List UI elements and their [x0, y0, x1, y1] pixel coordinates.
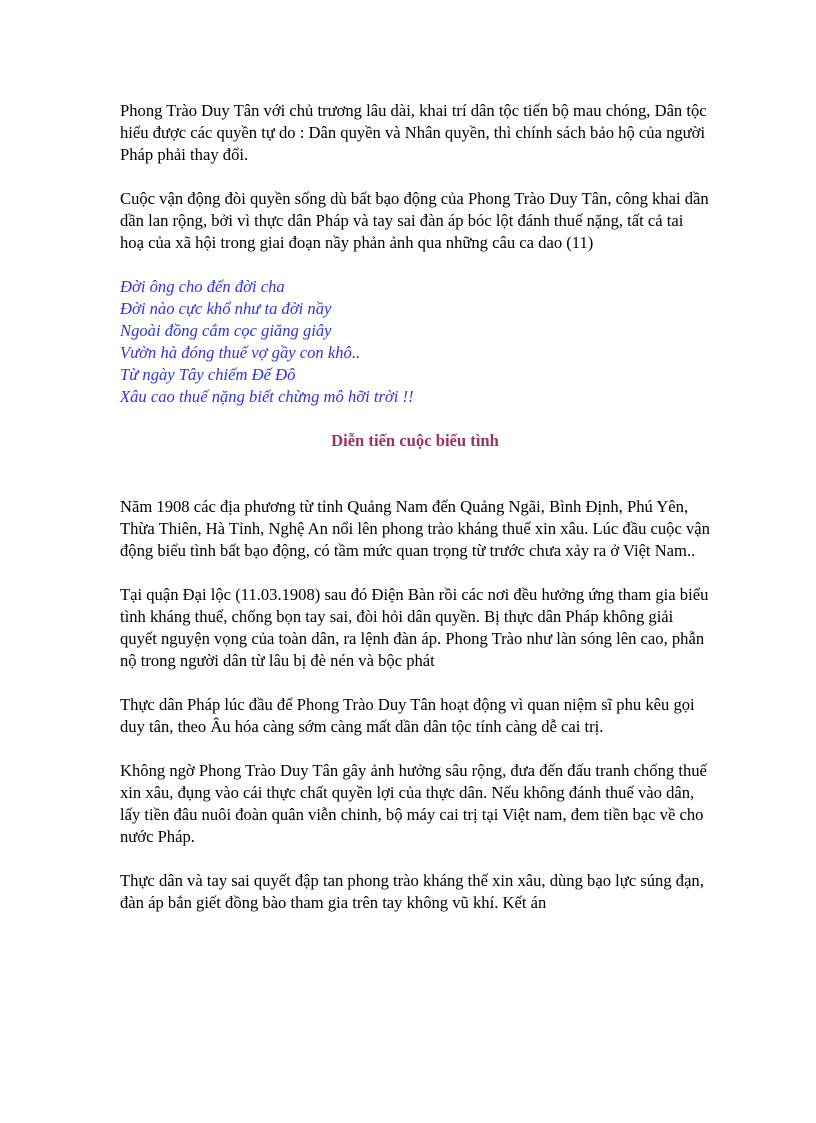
document-page [120, 100, 710, 936]
poem-line: Xâu cao thuế nặng biết chừng mô hỡi trời !! [120, 387, 414, 406]
poem-line: Vườn hà đóng thuế vợ gầy con khô.. [120, 343, 361, 362]
poem-line: Đời nào cực khổ như ta đời nầy [120, 299, 332, 318]
paragraph-movement: Cuộc vận động đòi quyền sống dù bất bạo động của Phong Trào Duy Tân, công khai dần dần lan rộng, bởi vì thực dân Pháp và tay sai đàn áp bóc lột đánh thuế nặng, tất cả tai hoạ của xã hội trong giai đoạn nầy phản ảnh qua những câu ca dao (11) [120, 189, 709, 252]
section-heading: Diễn tiến cuộc biểu tình [331, 431, 499, 450]
paragraph-suppression: Thực dân và tay sai quyết đập tan phong trào kháng thế xin xâu, dùng bạo lực súng đạn, đàn áp bắn giết đồng bào tham gia trên tay không vũ khí. Kết án [120, 871, 704, 912]
paragraph-french-view: Thực dân Pháp lúc đầu để Phong Trào Duy Tân hoạt động vì quan niệm sĩ phu kêu gọi duy tân, theo Âu hóa càng sớm càng mất dần dân tộc tính càng dễ cai trị. [120, 695, 695, 736]
paragraph-dai-loc: Tại quận Đại lộc (11.03.1908) sau đó Điện Bàn rồi các nơi đều hưởng ứng tham gia biểu tình kháng thuế, chống bọn tay sai, đòi hỏi dân quyền. Bị thực dân Pháp không giải quyết nguyện vọng của toàn dân, ra lệnh đàn áp. Phong Trào như làn sóng lên cao, phẫn nộ trong người dân từ lâu bị đè nén và bộc phát [120, 585, 709, 670]
poem-line: Từ ngày Tây chiếm Đế Đô [120, 365, 296, 384]
folk-poem [120, 276, 710, 408]
paragraph-intro: Phong Trào Duy Tân với chủ trương lâu dài, khai trí dân tộc tiến bộ mau chóng, Dân tộc hiểu được các quyền tự do : Dân quyền và Nhân quyền, thì chính sách bảo hộ của người Pháp phải thay đổi. [120, 101, 707, 164]
paragraph-1908: Năm 1908 các địa phương từ tỉnh Quảng Nam đến Quảng Ngãi, Bình Định, Phú Yên, Thừa Thiên, Hà Tỉnh, Nghệ An nổi lên phong trào kháng thuế xin xâu. Lúc đầu cuộc vận động biểu tình bất bạo động, có tầm mức quan trọng từ trước chưa xảy ra ở Việt Nam.. [120, 497, 710, 560]
poem-line: Đời ông cho đến đời cha [120, 277, 285, 296]
poem-line: Ngoài đồng cắm cọc giăng giây [120, 321, 332, 340]
paragraph-influence: Không ngờ Phong Trào Duy Tân gây ảnh hưởng sâu rộng, đưa đến đấu tranh chống thuế xin xâu, đụng vào cái thực chất quyền lợi của thực dân. Nếu không đánh thuế vào dân, lấy tiền đâu nuôi đoàn quân viễn chinh, bộ máy cai trị tại Việt nam, đem tiền bạc về cho nước Pháp. [120, 761, 707, 846]
